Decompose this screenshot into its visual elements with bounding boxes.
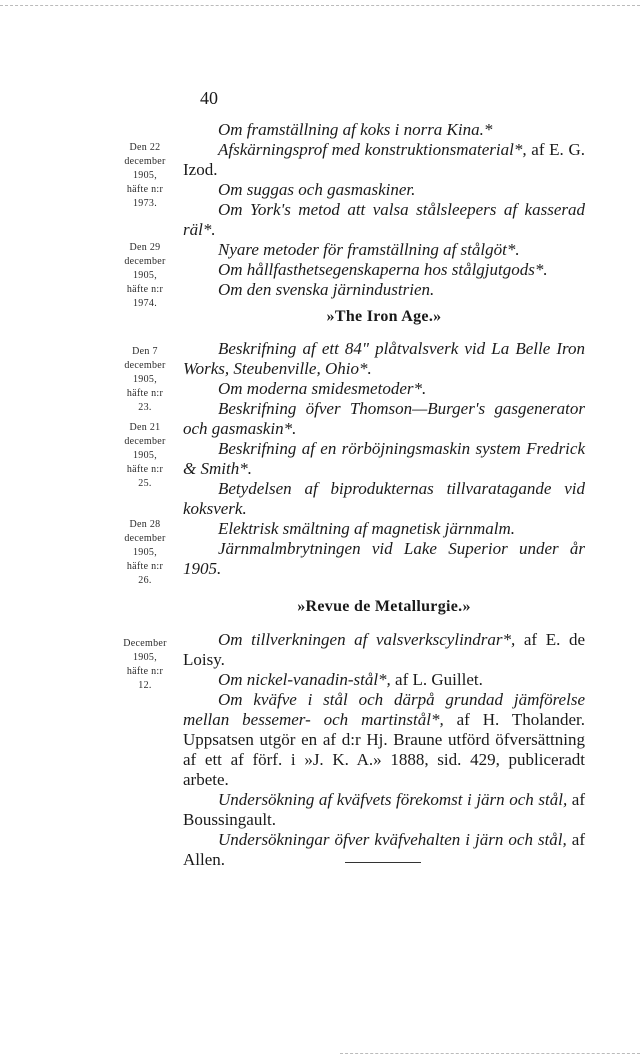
entry-title: Om hållfasthetsegenskaperna hos stålgjutgods*. [218,260,548,279]
entry-author: af Boussingault. [183,790,585,829]
bibliography-entry [183,479,585,519]
margin-note-line: december [124,156,166,167]
entries-block-2 [183,339,585,579]
bibliography-entry [183,120,585,140]
bibliography-entry [183,200,585,240]
bibliography-entry [183,690,585,790]
margin-note-line: häfte n:r [126,184,164,195]
entry-title: Elektrisk smältning af magnetisk järnmalm. [218,519,516,538]
entry-title: Om den svenska järnindustrien. [218,280,435,299]
bibliography-entry [183,539,585,579]
section-heading: »Revue de Metallurgie.» [297,598,471,615]
entry-title: Om tillverkningen af valsverkscylindrar*, [218,630,516,649]
margin-note-line: December [123,638,167,649]
bibliography-entry [183,670,585,690]
margin-note-line: 1905, [133,170,157,181]
entry-author: af H. Tholander. Uppsatsen utgör en af d:r Hj. Braune utförd öfversättning af ett af förf. i »J. K. A.» 1888, sid. 429, publiceradt arbete. [183,710,585,789]
margin-note-date [110,637,180,693]
scan-edge-top [0,5,640,6]
entry-author: af Allen. [183,830,585,869]
bibliography-entry [183,630,585,670]
margin-note-date [110,518,180,588]
margin-note-line: 1905, [133,450,157,461]
bibliography-entry [183,830,585,870]
entry-title: Om suggas och gasmaskiner. [218,180,416,199]
entry-title: Om moderna smidesmetoder*. [218,379,427,398]
entry-title: Undersökningar öfver kväfvehalten i järn och stål, [218,830,567,849]
margin-note-line: 1905, [133,547,157,558]
bibliography-entry [183,180,585,200]
margin-note-line: häfte n:r [126,284,164,295]
bibliography-entry [183,140,585,180]
margin-note-line: 1973. [133,198,157,209]
scan-edge-bottom [340,1053,640,1054]
entry-title: Beskrifning af ett 84" plåtvalsverk vid La Belle Iron Works, Steubenville, Ohio*. [183,339,585,378]
entry-title: Betydelsen af biprodukternas tillvaratagande vid koksverk. [183,479,585,518]
entry-title: Undersökning af kväfvets förekomst i järn och stål, [218,790,568,809]
margin-note-line: häfte n:r [126,666,164,677]
bibliography-entry [183,439,585,479]
bibliography-entry [183,790,585,830]
entry-author: af L. Guillet. [390,670,483,689]
entries-block-3 [183,630,585,870]
margin-note-line: 26. [138,575,152,586]
margin-note-date [110,141,180,211]
bibliography-entry [183,399,585,439]
margin-note-line: häfte n:r [126,388,164,399]
entry-author: af E. G. Izod. [183,140,586,179]
entry-title: Järnmalmbrytningen vid Lake Superior under år 1905. [183,539,585,578]
entry-title: Om York's metod att valsa stålsleepers af kasserad räl*. [183,200,585,239]
margin-note-line: Den 7 [132,346,158,357]
entry-title: Beskrifning af en rörböjningsmaskin system Fredrick & Smith*. [183,439,585,478]
margin-note-line: 1905, [133,270,157,281]
margin-note-line: december [124,256,166,267]
margin-note-line: Den 29 [129,242,161,253]
entry-title: Nyare metoder för framställning af stålgöt*. [218,240,520,259]
section-end-rule [345,862,421,863]
margin-note-date [110,345,180,415]
bibliography-entry [183,280,585,300]
bibliography-entry [183,379,585,399]
entry-title: Om framställning af koks i norra Kina.* [218,120,493,139]
margin-note-line: 1974. [133,298,157,309]
entries-block-1 [183,120,585,300]
margin-note-line: 25. [138,478,152,489]
margin-note-line: häfte n:r [126,561,164,572]
margin-note-line: 1905, [133,374,157,385]
margin-note-line: Den 28 [129,519,161,530]
margin-note-line: december [124,436,166,447]
margin-note-line: december [124,533,166,544]
margin-note-line: Den 21 [129,422,161,433]
margin-note-line: 1905, [133,652,157,663]
margin-note-line: häfte n:r [126,464,164,475]
bibliography-entry [183,260,585,280]
margin-note-line: 12. [138,680,152,691]
margin-note-date [110,241,180,311]
bibliography-entry [183,240,585,260]
entry-title: Afskärningsprof med konstruktionsmaterial*, [218,140,527,159]
margin-note-line: Den 22 [129,142,161,153]
page-number: 40 [200,88,218,108]
entry-title: Om kväfve i stål och därpå grundad jämförelse mellan bessemer- och martinstål*, [183,690,585,729]
margin-note-line: december [124,360,166,371]
entry-title: Beskrifning öfver Thomson—Burger's gasgenerator och gasmaskin*. [183,399,585,438]
entry-title: Om nickel-vanadin-stål*, [218,670,391,689]
bibliography-entry [183,339,585,379]
entry-author: af E. de Loisy. [183,630,585,669]
section-heading: »The Iron Age.» [326,308,442,325]
bibliography-entry [183,519,585,539]
margin-note-line: 23. [138,402,152,413]
margin-note-date [110,421,180,491]
